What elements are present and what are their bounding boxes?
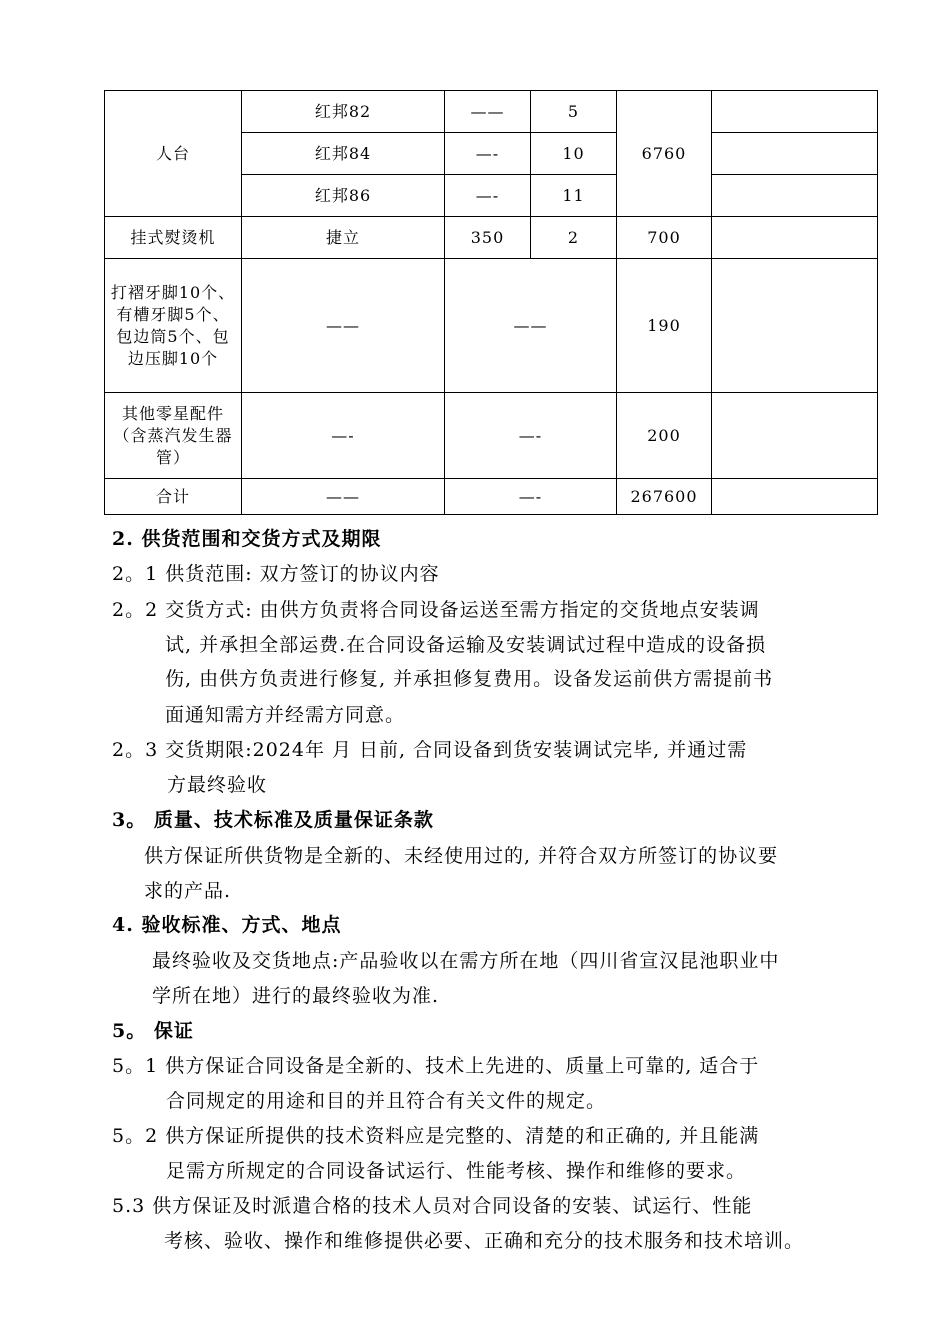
amount-cell: 6760 [617, 91, 712, 217]
section-2-2-text: 伤, 由供方负责进行修复, 并承担修复费用。设备发运前供方需提前书 [165, 668, 774, 690]
remark-cell [712, 133, 878, 175]
brand-cell: 捷立 [242, 217, 445, 259]
brand-cell: 红邦82 [242, 91, 445, 133]
remark-cell [712, 175, 878, 217]
quantity-cell: 11 [531, 175, 617, 217]
section-5-heading: 5。 保证 [112, 1020, 194, 1042]
section-2-3-text: 2。3 交货期限:2024年 月 日前, 合同设备到货安装调试完毕, 并通过需 [112, 739, 748, 761]
brand-cell: 红邦86 [242, 175, 445, 217]
amount-cell: 200 [617, 393, 712, 479]
item-name-cell: 人台 [105, 91, 242, 217]
section-5-3-text: 5.3 供方保证及时派遣合格的技术人员对合同设备的安装、试运行、性能 [112, 1195, 753, 1217]
table-row [105, 479, 878, 515]
remark-cell [712, 479, 878, 515]
remark-cell [712, 217, 878, 259]
section-5-1-text: 5。1 供方保证合同设备是全新的、技术上先进的、质量上可靠的, 适合于 [112, 1055, 760, 1077]
equipment-table [104, 90, 878, 515]
section-3-text: 求的产品. [144, 880, 232, 902]
section-2-2-text: 面通知需方并经需方同意。 [165, 704, 406, 726]
section-4-heading: 4. 验收标准、方式、地点 [112, 914, 342, 936]
brand-cell: —— [242, 479, 445, 515]
quantity-cell: 2 [531, 217, 617, 259]
brand-cell: —— [242, 259, 445, 393]
section-3-text: 供方保证所供货物是全新的、未经使用过的, 并符合双方所签订的协议要 [144, 845, 779, 867]
amount-cell: 190 [617, 259, 712, 393]
remark-cell [712, 393, 878, 479]
quantity-cell: 5 [531, 91, 617, 133]
section-5-1-text: 合同规定的用途和目的并且符合有关文件的规定。 [166, 1090, 607, 1112]
unit-price-cell: —- [445, 133, 531, 175]
price-quantity-cell: —- [445, 393, 617, 479]
unit-price-cell: —- [445, 175, 531, 217]
table-row [105, 91, 878, 133]
section-5-3-text: 考核、验收、操作和维修提供必要、正确和充分的技术服务和技术培训。 [164, 1230, 805, 1252]
section-5-2-text: 足需方所规定的合同设备试运行、性能考核、操作和维修的要求。 [166, 1160, 747, 1182]
total-amount-cell: 267600 [617, 479, 712, 515]
unit-price-cell: —— [445, 91, 531, 133]
quantity-cell: 10 [531, 133, 617, 175]
remark-cell [712, 259, 878, 393]
item-name-cell: 打褶牙脚10个、有槽牙脚5个、包边筒5个、包边压脚10个 [105, 259, 242, 393]
section-3-heading: 3。 质量、技术标准及质量保证条款 [112, 809, 434, 831]
section-4-text: 学所在地）进行的最终验收为准. [152, 985, 440, 1007]
brand-cell: 红邦84 [242, 133, 445, 175]
section-5-2-text: 5。2 供方保证所提供的技术资料应是完整的、清楚的和正确的, 并且能满 [112, 1125, 760, 1147]
table-row [105, 217, 878, 259]
unit-price-cell: 350 [445, 217, 531, 259]
total-label-cell: 合计 [105, 479, 242, 515]
table-row [105, 259, 878, 393]
item-name-cell: 挂式熨烫机 [105, 217, 242, 259]
price-quantity-cell: —- [445, 479, 617, 515]
price-quantity-cell: —— [445, 259, 617, 393]
brand-cell: —- [242, 393, 445, 479]
section-2-2-text: 试, 并承担全部运费.在合同设备运输及安装调试过程中造成的设备损 [165, 634, 767, 656]
section-2-2-text: 2。2 交货方式: 由供方负责将合同设备运送至需方指定的交货地点安装调 [112, 599, 760, 621]
section-2-heading: 2. 供货范围和交货方式及期限 [112, 528, 382, 550]
remark-cell [712, 91, 878, 133]
section-2-3-text: 方最终验收 [167, 774, 268, 796]
table-row [105, 393, 878, 479]
section-2-1-text: 2。1 供货范围: 双方签订的协议内容 [112, 563, 440, 585]
item-name-cell: 其他零星配件（含蒸汽发生器管） [105, 393, 242, 479]
amount-cell: 700 [617, 217, 712, 259]
section-4-text: 最终验收及交货地点:产品验收以在需方所在地（四川省宣汉昆池职业中 [152, 950, 780, 972]
